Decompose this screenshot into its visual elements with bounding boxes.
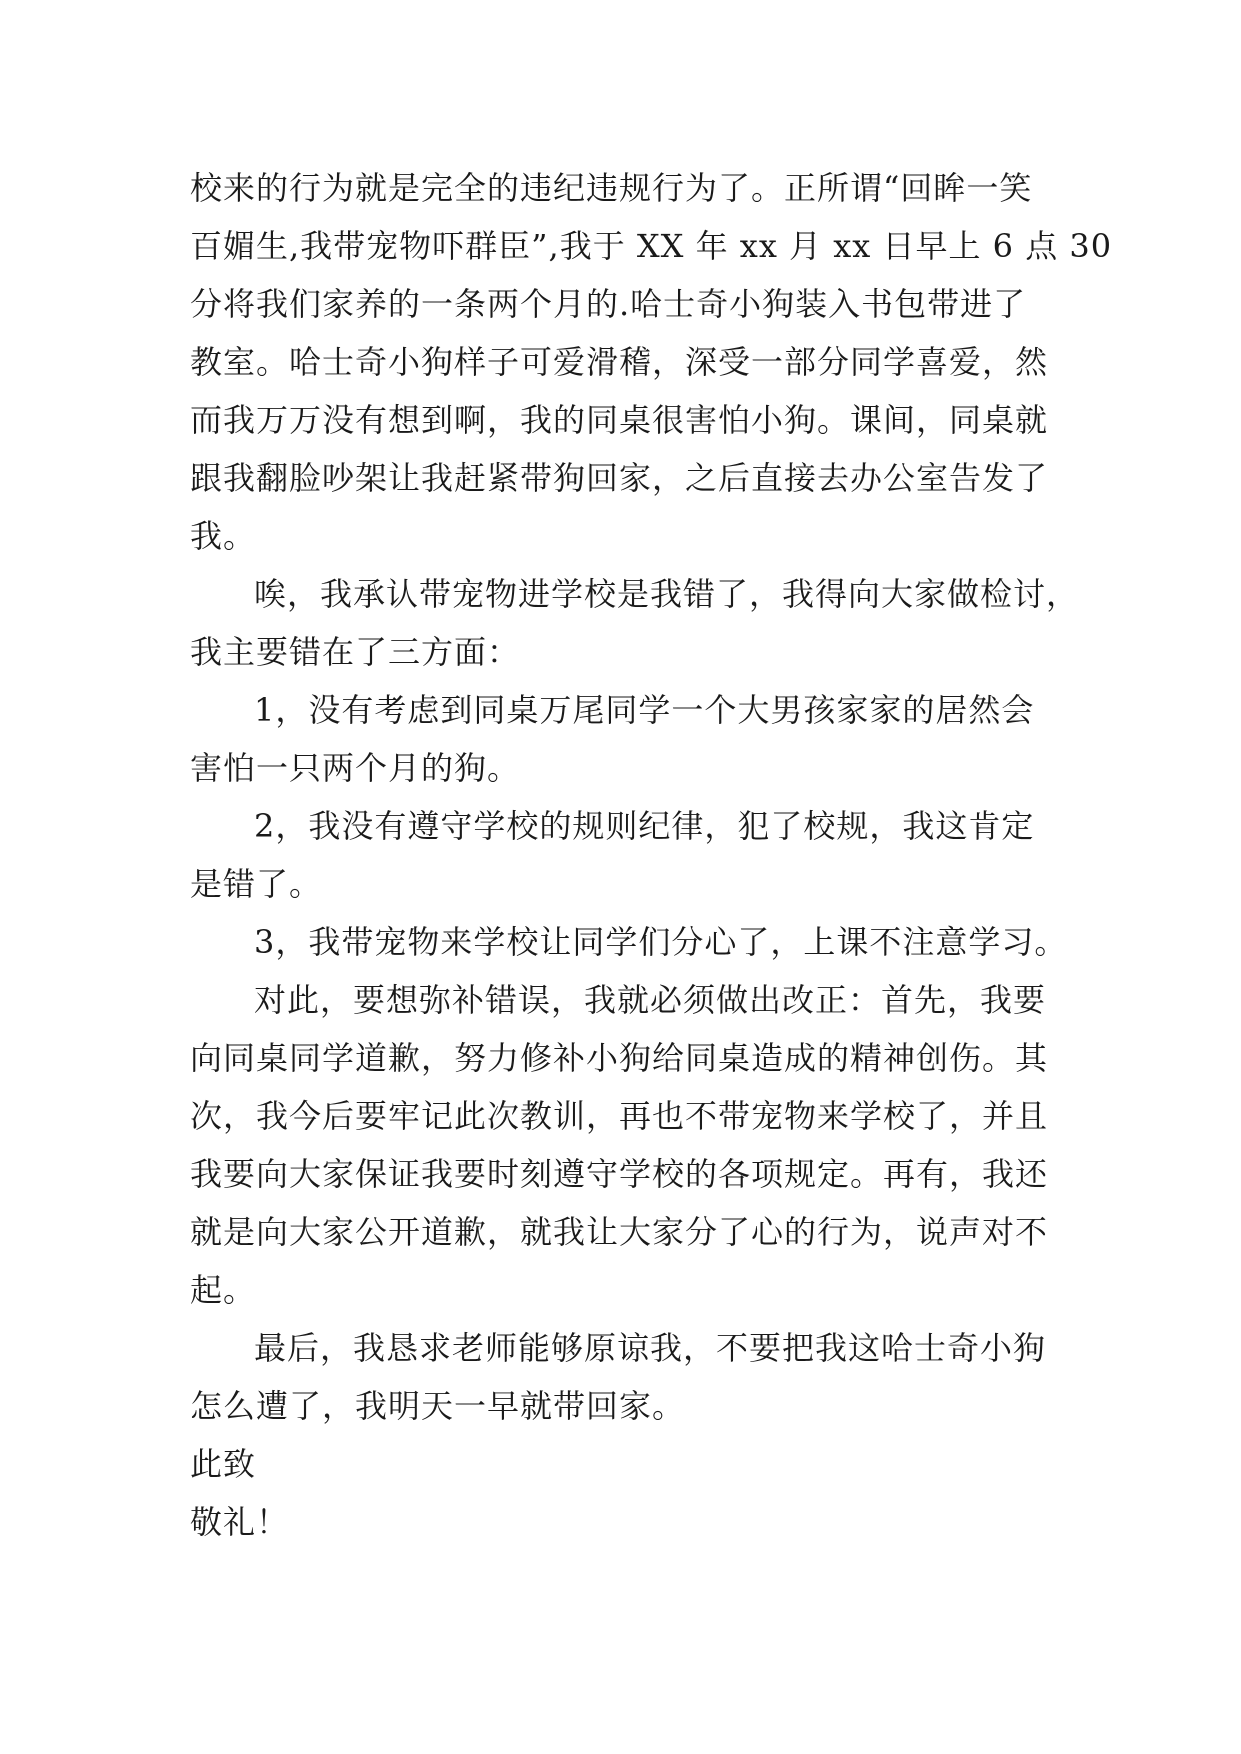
list-item: 1，没有考虑到同桌万尾同学一个大男孩家家的居然会	[254, 691, 1035, 729]
text-line: 分将我们家养的一条两个月的.哈士奇小狗装入书包带进了	[190, 285, 1027, 323]
text-line: 害怕一只两个月的狗。	[190, 749, 521, 787]
text-line: 跟我翻脸吵架让我赶紧带狗回家，之后直接去办公室告发了	[190, 459, 1049, 497]
text-line: 最后，我恳求老师能够原谅我，不要把我这哈士奇小狗	[254, 1329, 1047, 1367]
text-line: 怎么遭了，我明天一早就带回家。	[190, 1387, 686, 1425]
closing-salutation: 此致	[190, 1445, 257, 1483]
text-line: 次，我今后要牢记此次教训，再也不带宠物来学校了，并且	[190, 1097, 1049, 1135]
text-line: 教室。哈士奇小狗样子可爱滑稽，深受一部分同学喜爱，然	[190, 343, 1049, 381]
text-line: 我要向大家保证我要时刻遵守学校的各项规定。再有，我还	[190, 1155, 1049, 1193]
text-line: 唉，我承认带宠物进学校是我错了，我得向大家做检讨，	[254, 575, 1080, 613]
text-line: 是错了。	[190, 865, 323, 903]
text-line: 对此，要想弥补错误，我就必须做出改正：首先，我要	[254, 981, 1047, 1019]
list-item: 3，我带宠物来学校让同学们分心了，上课不注意学习。	[254, 923, 1068, 961]
list-item: 2，我没有遵守学校的规则纪律，犯了校规，我这肯定	[254, 807, 1035, 845]
text-line: 校来的行为就是完全的违纪违规行为了。正所谓“回眸一笑	[190, 169, 1033, 207]
closing-regards: 敬礼！	[190, 1503, 290, 1541]
text-line: 百媚生,我带宠物吓群臣”,我于 XX 年 xx 月 xx 日早上 6 点 30	[190, 227, 1113, 265]
text-line: 向同桌同学道歉，努力修补小狗给同桌造成的精神创伤。其	[190, 1039, 1049, 1077]
text-line: 就是向大家公开道歉，就我让大家分了心的行为，说声对不	[190, 1213, 1049, 1251]
text-line: 我。	[190, 517, 257, 555]
text-line: 而我万万没有想到啊，我的同桌很害怕小狗。课间，同桌就	[190, 401, 1049, 439]
text-line: 我主要错在了三方面：	[190, 633, 521, 671]
text-line: 起。	[190, 1271, 257, 1309]
